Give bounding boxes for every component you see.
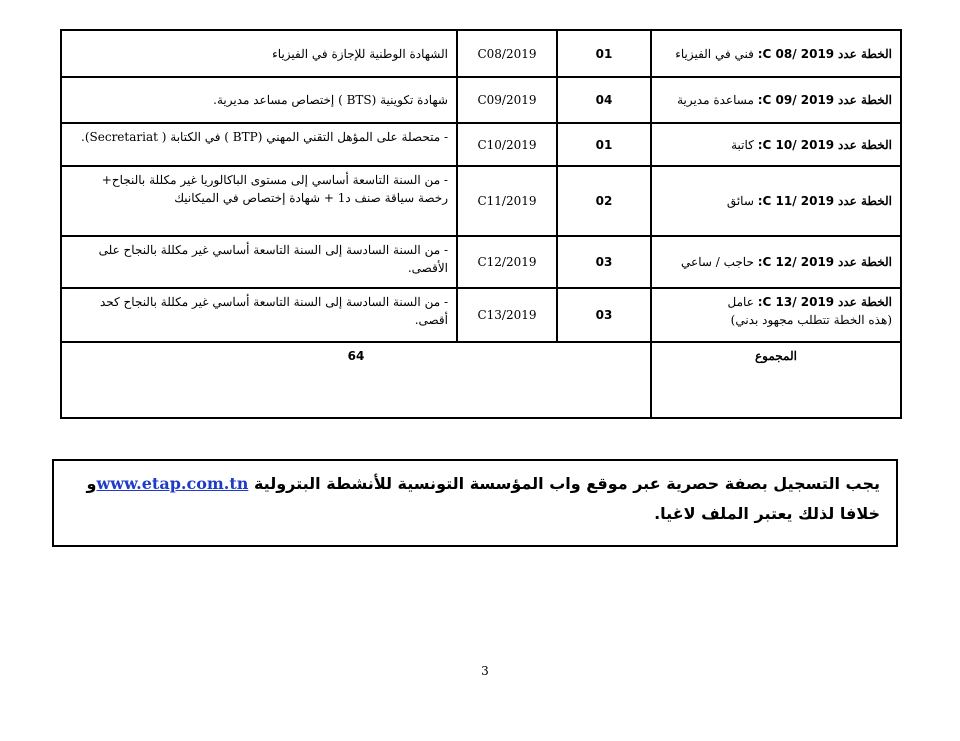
positions-count: 01	[557, 123, 651, 166]
conditions-text: - من السنة السادسة إلى السنة التاسعة أساسي غير مكللة بالنجاح كحد أقصى.	[61, 288, 457, 342]
plan-prefix: الخطة عدد	[838, 137, 892, 152]
conditions-text: - من السنة التاسعة أساسي إلى مستوى الباكالوريا غير مكللة بالنجاح+ رخصة سياقة صنف د1 + شهادة إختصاص في الميكانيك	[61, 166, 457, 236]
plan-title: كاتبة	[731, 137, 754, 152]
plan-note: (هذه الخطة تتطلب مجهود بدني)	[730, 313, 892, 327]
plan-code: C 10/ 2019:	[757, 137, 835, 152]
plan-reference: C08/2019	[457, 30, 557, 77]
plan-title: سائق	[726, 194, 754, 208]
plan-cell	[651, 123, 901, 166]
plan-title: فني في الفيزياء	[675, 46, 754, 61]
positions-count: 04	[557, 77, 651, 123]
notice-text-before: يجب التسجيل بصفة حصرية عبر موقع واب المؤسسة التونسية للأنشطة البترولية	[253, 474, 880, 493]
positions-table	[60, 29, 902, 419]
table-row	[61, 77, 901, 123]
conditions-text: - متحصلة على المؤهل التقني المهني (BTP ) في الكتابة ( Secretariat).	[61, 123, 457, 166]
plan-title: عامل	[727, 295, 754, 309]
plan-reference: C09/2019	[457, 77, 557, 123]
conditions-text: - من السنة السادسة إلى السنة التاسعة أساسي غير مكللة بالنجاح على الأقصى.	[61, 236, 457, 288]
plan-code: C 11/ 2019:	[757, 194, 835, 208]
plan-code: C 09/ 2019:	[757, 93, 835, 107]
positions-count: 03	[557, 288, 651, 342]
plan-cell	[651, 236, 901, 288]
plan-prefix: الخطة عدد	[838, 93, 892, 107]
registration-notice	[52, 459, 898, 547]
conditions-text: الشهادة الوطنية للإجازة في الفيزياء	[61, 30, 457, 77]
plan-code: C 12/ 2019:	[757, 255, 835, 269]
total-value: 64	[61, 342, 651, 418]
positions-count: 02	[557, 166, 651, 236]
plan-title: مساعدة مديرية	[677, 93, 754, 107]
total-label: المجموع	[651, 342, 901, 418]
positions-count: 03	[557, 236, 651, 288]
total-row	[61, 342, 901, 418]
positions-count: 01	[557, 30, 651, 77]
table-row	[61, 123, 901, 166]
table-row	[61, 30, 901, 77]
table-row	[61, 166, 901, 236]
plan-prefix: الخطة عدد	[838, 295, 892, 309]
plan-prefix: الخطة عدد	[838, 255, 892, 269]
plan-cell	[651, 288, 901, 342]
plan-reference: C10/2019	[457, 123, 557, 166]
table-row	[61, 236, 901, 288]
plan-prefix: الخطة عدد	[838, 46, 892, 61]
page-number: 3	[481, 664, 489, 678]
plan-reference: C12/2019	[457, 236, 557, 288]
table-row	[61, 288, 901, 342]
plan-title: حاجب / ساعي	[681, 255, 754, 269]
plan-reference: C13/2019	[457, 288, 557, 342]
website-link[interactable]: www.etap.com.tn	[96, 474, 249, 493]
plan-prefix: الخطة عدد	[838, 194, 892, 208]
plan-cell	[651, 77, 901, 123]
conditions-text: شهادة تكوينية (BTS ) إختصاص مساعد مديرية.	[61, 77, 457, 123]
notice-text-after: و خلافا لذلك يعتبر الملف لاغيا.	[86, 474, 880, 523]
plan-code: C 08/ 2019:	[757, 46, 835, 61]
plan-cell	[651, 30, 901, 77]
plan-reference: C11/2019	[457, 166, 557, 236]
plan-cell	[651, 166, 901, 236]
plan-code: C 13/ 2019:	[757, 295, 835, 309]
